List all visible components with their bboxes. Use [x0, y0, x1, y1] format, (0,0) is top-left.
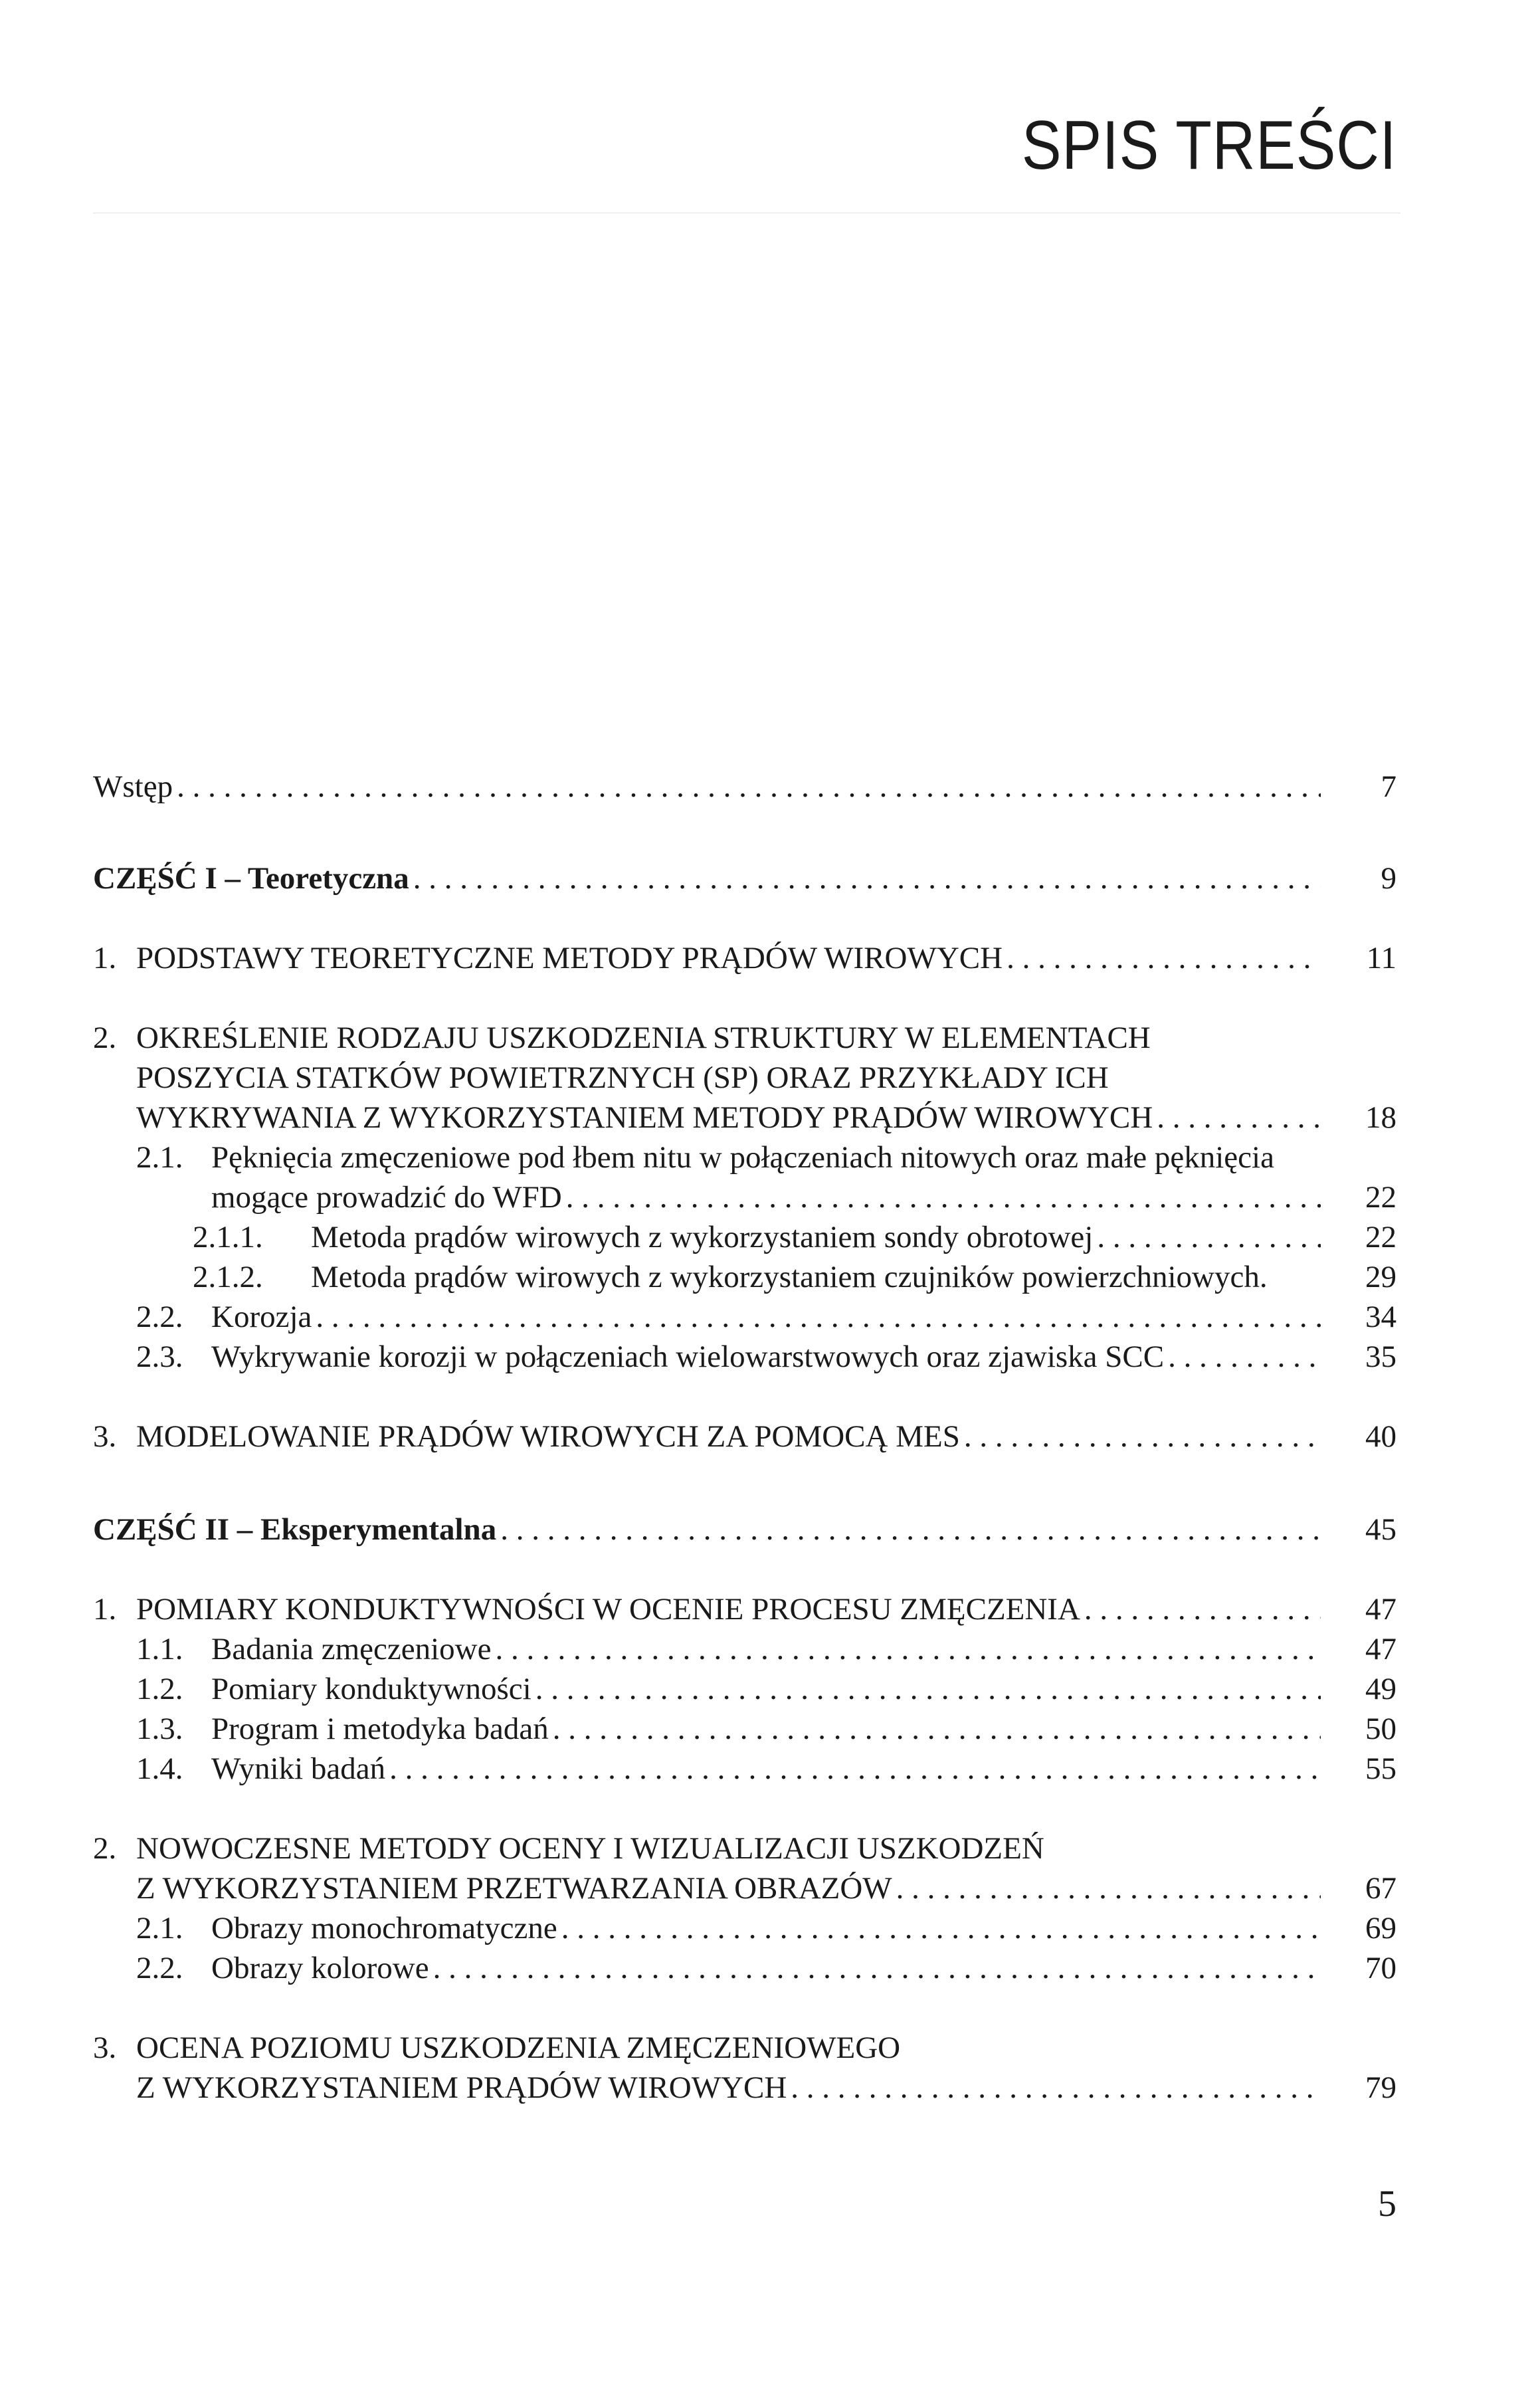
- toc-entry-page: 69: [1365, 1911, 1396, 1945]
- toc-entry-page: 7: [1381, 769, 1396, 804]
- dot-leader: [1153, 1098, 1321, 1137]
- toc-entry-page: 67: [1365, 1871, 1396, 1906]
- toc-entry-number: 1.4.: [136, 1751, 183, 1786]
- toc-entry-continuation: [0, 1178, 1540, 1217]
- toc-entry-number: 2.1.: [136, 1911, 183, 1945]
- dot-leader: [429, 1949, 1321, 1987]
- toc-entry-number: 3.: [93, 1419, 117, 1454]
- page-number: 5: [1378, 2183, 1396, 2225]
- toc-entry-page: 34: [1365, 1300, 1396, 1334]
- toc-entry-title-line: mogące prowadzić do WFD: [211, 1180, 562, 1215]
- toc-entry-continuation: [0, 1869, 1540, 1908]
- dot-leader: [409, 859, 1321, 898]
- dot-leader: [1093, 1218, 1321, 1256]
- toc-entry-title: Metoda prądów wirowych z wykorzystaniem czujników powierzchniowych.: [311, 1260, 1268, 1294]
- dot-leader: [787, 2068, 1321, 2107]
- toc-entry-section[interactable]: [0, 1949, 1540, 1987]
- toc-entry-title-line: Z WYKORZYSTANIEM PRZETWARZANIA OBRAZÓW: [136, 1871, 892, 1906]
- toc-entry-part-1[interactable]: [0, 859, 1540, 898]
- dot-leader: [892, 1869, 1321, 1908]
- toc-entry-number: 2.1.1.: [193, 1220, 263, 1254]
- toc-entry-title: Badania zmęczeniowe: [211, 1632, 492, 1666]
- toc-entry-number: 2.2.: [136, 1300, 183, 1334]
- dot-leader: [496, 1510, 1321, 1549]
- toc-entry-number: 1.: [93, 941, 117, 975]
- toc-entry-page: 45: [1365, 1512, 1396, 1547]
- toc-entry-page: 50: [1365, 1712, 1396, 1746]
- toc-entry-page: 9: [1381, 861, 1396, 896]
- toc-entry-section[interactable]: [0, 1298, 1540, 1336]
- toc-entry-continuation: [0, 1058, 1540, 1097]
- toc-entry-title: Wstęp: [93, 769, 173, 804]
- dot-leader: [960, 1417, 1321, 1456]
- toc-entry-number: 2.: [93, 1021, 117, 1055]
- toc-entry-title-line: OCENA POZIOMU USZKODZENIA ZMĘCZENIOWEGO: [136, 2031, 901, 2065]
- toc-entry-number: 2.: [93, 1831, 117, 1866]
- toc-entry-section[interactable]: [0, 1909, 1540, 1947]
- toc-entry-title-line: OKREŚLENIE RODZAJU USZKODZENIA STRUKTURY W ELEMENTACH: [136, 1021, 1151, 1055]
- toc-entry-title-line: Pęknięcia zmęczeniowe pod łbem nitu w połączeniach nitowych oraz małe pęknięcia: [211, 1140, 1274, 1175]
- dot-leader: [491, 1630, 1321, 1668]
- toc-entry-title-line: WYKRYWANIA Z WYKORZYSTANIEM METODY PRĄDÓW WIROWYCH: [136, 1100, 1153, 1135]
- dot-leader: [549, 1710, 1321, 1748]
- toc-entry-subsection[interactable]: [0, 1258, 1540, 1296]
- toc-entry-number: 1.3.: [136, 1712, 183, 1746]
- dot-leader: [1003, 939, 1321, 977]
- toc-entry-page: 79: [1365, 2070, 1396, 2105]
- toc-entry-section[interactable]: [0, 1749, 1540, 1788]
- toc-entry-wstep[interactable]: [0, 767, 1540, 806]
- toc-entry-number: 3.: [93, 2031, 117, 2065]
- toc-entry-title: Pomiary konduktywności: [211, 1672, 531, 1706]
- toc-entry-page: 47: [1365, 1592, 1396, 1627]
- toc-entry-title: MODELOWANIE PRĄDÓW WIROWYCH ZA POMOCĄ MES: [136, 1419, 960, 1454]
- toc-entry-number: 2.3.: [136, 1340, 183, 1374]
- toc-entry-title: Korozja: [211, 1300, 312, 1334]
- dot-leader: [531, 1670, 1321, 1708]
- dot-leader: [173, 767, 1321, 806]
- toc-entry-page: 22: [1365, 1180, 1396, 1215]
- toc-entry-chapter[interactable]: [0, 1417, 1540, 1456]
- toc-entry-section[interactable]: [0, 1338, 1540, 1376]
- toc-entry-number: 1.2.: [136, 1672, 183, 1706]
- toc-entry-chapter[interactable]: [0, 1019, 1540, 1057]
- toc-entry-title: Obrazy kolorowe: [211, 1951, 429, 1985]
- toc-entry-section[interactable]: [0, 1630, 1540, 1668]
- toc-entry-title: Wyniki badań: [211, 1751, 386, 1786]
- toc-entry-page: 18: [1365, 1100, 1396, 1135]
- toc-entry-page: 11: [1366, 941, 1396, 975]
- toc-entry-continuation: [0, 2068, 1540, 2107]
- toc-entry-chapter[interactable]: [0, 2029, 1540, 2067]
- toc-entry-chapter[interactable]: [0, 939, 1540, 977]
- toc-entry-subsection[interactable]: [0, 1218, 1540, 1256]
- toc-entry-section[interactable]: [0, 1710, 1540, 1748]
- toc-entry-page: 29: [1365, 1260, 1396, 1294]
- toc-entry-title: Program i metodyka badań: [211, 1712, 549, 1746]
- toc-entry-page: 40: [1365, 1419, 1396, 1454]
- toc-entry-continuation: [0, 1098, 1540, 1137]
- toc-entry-number: 1.1.: [136, 1632, 183, 1666]
- dot-leader: [1080, 1590, 1321, 1629]
- toc-entry-title: Metoda prądów wirowych z wykorzystaniem sondy obrotowej: [311, 1220, 1094, 1254]
- dot-leader: [562, 1178, 1321, 1217]
- page-title: SPIS TREŚCI: [1021, 107, 1396, 184]
- toc-entry-page: 35: [1365, 1340, 1396, 1374]
- toc-entry-page: 47: [1365, 1632, 1396, 1666]
- toc-entry-title: Obrazy monochromatyczne: [211, 1911, 557, 1945]
- toc-entry-title-line: NOWOCZESNE METODY OCENY I WIZUALIZACJI USZKODZEŃ: [136, 1831, 1044, 1866]
- toc-entry-title: PODSTAWY TEORETYCZNE METODY PRĄDÓW WIROWYCH: [136, 941, 1003, 975]
- toc-entry-page: 49: [1365, 1672, 1396, 1706]
- toc-entry-page: 55: [1365, 1751, 1396, 1786]
- toc-entry-title: Wykrywanie korozji w połączeniach wielowarstwowych oraz zjawiska SCC: [211, 1340, 1165, 1374]
- toc-entry-title: POMIARY KONDUKTYWNOŚCI W OCENIE PROCESU ZMĘCZENIA: [136, 1592, 1080, 1627]
- toc-entry-chapter[interactable]: [0, 1590, 1540, 1629]
- dot-leader: [312, 1298, 1321, 1336]
- toc-entry-chapter[interactable]: [0, 1829, 1540, 1868]
- toc-entry-page: 70: [1365, 1951, 1396, 1985]
- toc-entry-title: CZĘŚĆ II – Eksperymentalna: [93, 1512, 497, 1547]
- toc-entry-section[interactable]: [0, 1670, 1540, 1708]
- toc-entry-number: 2.1.2.: [193, 1260, 263, 1294]
- toc-entry-title-line: POSZYCIA STATKÓW POWIETRZNYCH (SP) ORAZ PRZYKŁADY ICH: [136, 1060, 1109, 1095]
- toc-entry-page: 22: [1365, 1220, 1396, 1254]
- dot-leader: [385, 1749, 1321, 1788]
- toc-entry-title-line: Z WYKORZYSTANIEM PRĄDÓW WIROWYCH: [136, 2070, 787, 2105]
- toc-entry-number: 2.2.: [136, 1951, 183, 1985]
- dot-leader: [1164, 1338, 1321, 1376]
- toc-entry-number: 1.: [93, 1592, 117, 1627]
- toc-entry-part-2[interactable]: [0, 1510, 1540, 1549]
- toc-entry-title: CZĘŚĆ I – Teoretyczna: [93, 861, 409, 896]
- dot-leader: [557, 1909, 1321, 1947]
- toc-entry-section[interactable]: [0, 1138, 1540, 1177]
- toc-entry-number: 2.1.: [136, 1140, 183, 1175]
